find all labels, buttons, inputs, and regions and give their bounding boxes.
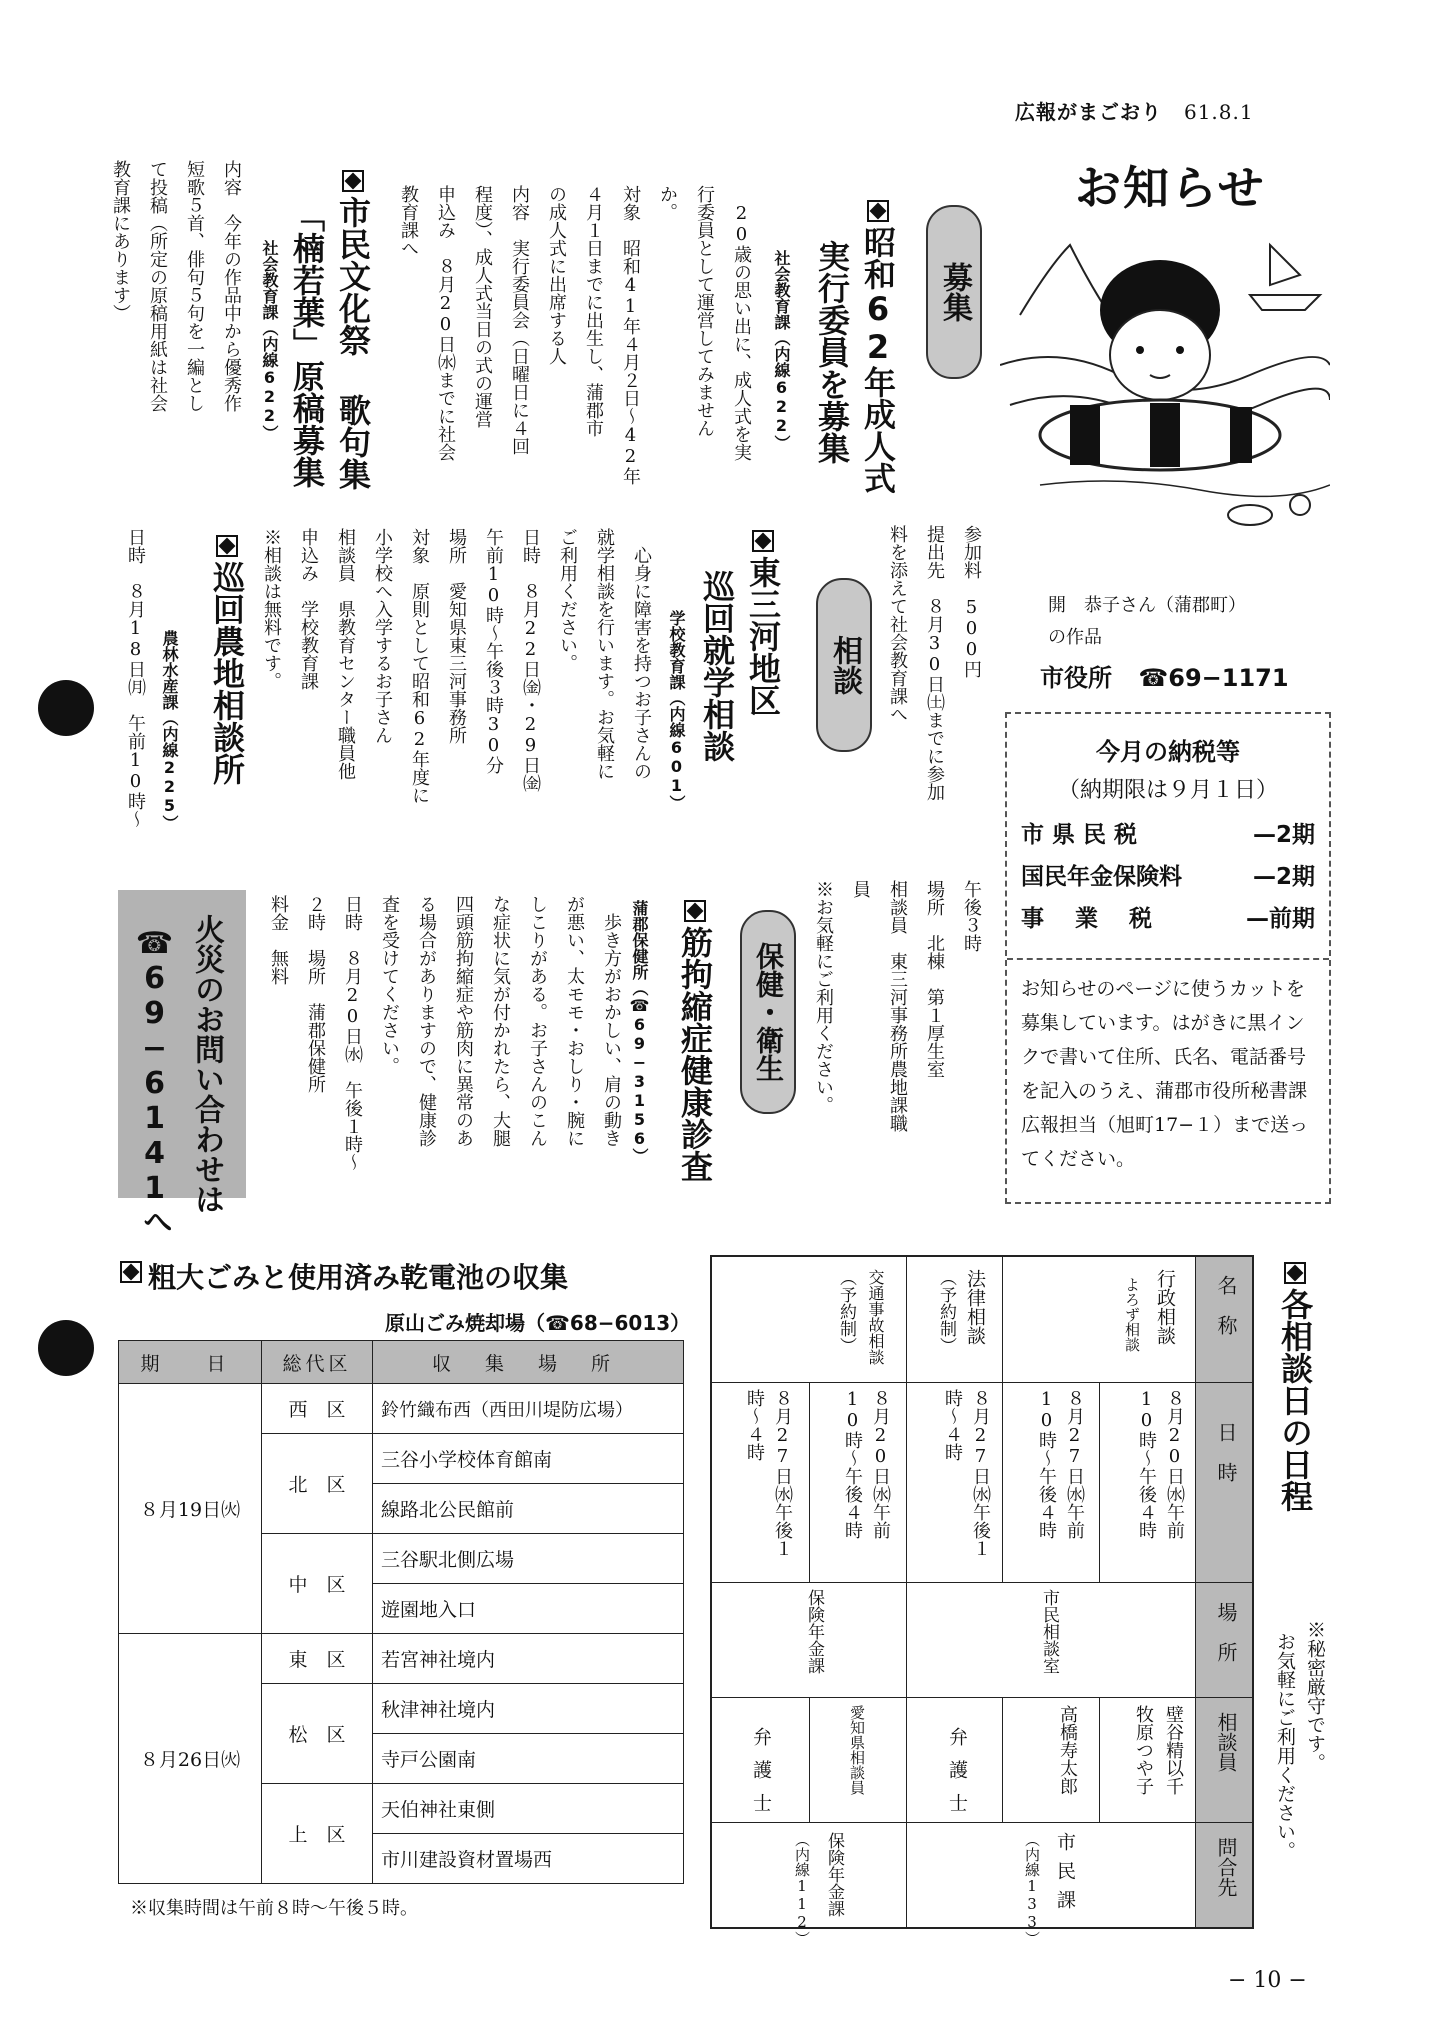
- seijin-dept: 社会教育課（内線622）: [772, 250, 791, 451]
- gomi-district: 上 区: [262, 1784, 373, 1884]
- office-phone: ☎69−1171: [1138, 664, 1289, 692]
- gomi-place: 鈴竹織布西（西田川堤防広場）: [373, 1384, 684, 1434]
- consult-staff: 高橋寿太郎: [1057, 1705, 1078, 1795]
- office-label: 市役所: [1040, 664, 1112, 692]
- gomi-date: ８月19日㈫: [119, 1384, 262, 1634]
- gomi-note: ※収集時間は午前８時〜午後５時。: [130, 1898, 418, 1919]
- bunka-title-line2: 「楠若葉」原稿募集: [288, 200, 326, 488]
- fire-phone: ☎69−6141へ: [137, 926, 172, 1236]
- kinkou-title: 筋拘縮症健康診査: [672, 900, 718, 1182]
- consult-place: 市民相談室: [1039, 1589, 1059, 1674]
- bunka-continued: 参加料 500円 提出先 ８月30日㈯までに参加 料を添えて社会教育課へ: [887, 525, 982, 801]
- gomi-place: 天伯神社東側: [373, 1784, 684, 1834]
- header-place: 場 所: [1214, 1602, 1238, 1662]
- consult-staff: 弁護士: [946, 1727, 968, 1826]
- notice-title: お知らせ: [1075, 161, 1266, 215]
- nouchi-continued: 午後３時 場所 北棟 第１厚生室 相談員 東三河事務所農地課職 員 ※お気軽にご利用ください。: [813, 880, 982, 1132]
- bunka-body: 内容 今年の作品中から優秀作 短歌５首、俳句５句を一編とし て投稿（所定の原稿用紙は社会 教育課にあります）: [110, 160, 242, 412]
- consult-name-sub: よろず相談: [1123, 1277, 1141, 1352]
- illustration-credit: [1048, 590, 1246, 654]
- seijin-title-line2: 実行委員を募集: [813, 240, 851, 464]
- consult-place: 保険年金課: [804, 1589, 824, 1674]
- syugaku-title-line2: 巡回就学相談: [698, 570, 736, 762]
- fire-inquiry-box: [118, 890, 246, 1236]
- consult-name: 交通事故相談: [866, 1269, 885, 1365]
- diamond-bullet-icon: [867, 200, 889, 222]
- header-staff: 相談員: [1214, 1712, 1238, 1772]
- gomi-district: 西 区: [262, 1384, 373, 1434]
- nouchi-title: 巡回農地相談所: [204, 535, 250, 785]
- diamond-bullet-icon: [752, 530, 774, 552]
- kinkou-body: 歩き方がおかしい、肩の動き が悪い、太モモ・おしり・腕に しこりがある。お子さんのこん な症状に気が付かれたら、大腿 四頭筋拘縮症や筋肉に異常のあ る場合がありますので、健康診 査を受けてください。 日時 ８月20日㈬ 午後１時〜 ２時 場所 蒲郡保健所 料金 無料: [268, 895, 622, 1171]
- gomi-district: 北 区: [262, 1434, 373, 1534]
- soudanbi-note1: ※秘密厳守です。: [1304, 1620, 1326, 1772]
- seijin-body: 20歳の思い出に、成人式を実 行委員として運営してみません か。 対象 昭和41年４月２日〜42年 ４月１日までに出生し、蒲郡市 の成人式に出席する人 内容 実行委員会（日曜日に４回 程度）、成人式当日の式の運営 申込み ８月20日㈬までに社会 教育課へ: [398, 185, 752, 485]
- consult-datetime: ８月20日㈬午前10時〜午後４時: [842, 1389, 891, 1539]
- tax-list: [1021, 814, 1315, 940]
- bunka-title-line1: 市民文化祭 歌句集: [330, 170, 376, 490]
- consult-datetime: ８月27日㈬午前10時〜午後４時: [1036, 1389, 1085, 1539]
- cut-recruit-text: お知らせのページに使うカットを募集しています。はがきに黒インクで書いて住所、氏名、電話番号を記入のうえ、蒲郡市役所秘書課広報担当（旭町17−１）まで送ってください。: [1007, 958, 1329, 1176]
- diamond-bullet-icon: [1284, 1262, 1306, 1284]
- gomi-place: 遊園地入口: [373, 1584, 684, 1634]
- tax-deadline: （納期限は９月１日）: [1057, 778, 1278, 803]
- diamond-bullet-icon: [342, 170, 364, 192]
- tax-row: 国民年金保険料 —2期: [1021, 864, 1315, 890]
- consult-name-sub: （予約制）: [836, 1269, 856, 1354]
- gomi-place: 秋津神社境内: [373, 1684, 684, 1734]
- consult-staff: 壁谷精以千 牧原つや子: [1133, 1705, 1184, 1795]
- consult-name: 行政相談: [1154, 1269, 1176, 1345]
- page-number: − 10 −: [1228, 1968, 1307, 1993]
- publication-name: 広報がまごおり: [1015, 100, 1162, 124]
- soudanbi-header-col: [1195, 1257, 1252, 1927]
- diamond-bullet-icon: [216, 535, 238, 557]
- gomi-place: 若宮神社境内: [373, 1634, 684, 1684]
- syugaku-title-line1: 東三河地区: [740, 530, 786, 716]
- soudanbi-table: [710, 1255, 1254, 1946]
- tax-box: [1005, 712, 1331, 1204]
- credit-name: 開 恭子さん（蒲郡町）: [1048, 595, 1246, 616]
- kinkou-dept: 蒲郡保健所（☎69−3156）: [630, 900, 649, 1164]
- nouchi-dept: 農林水産課（内線225）: [160, 630, 179, 831]
- gomi-header-date: 期 日: [119, 1341, 262, 1384]
- consult-contact: （内線112）: [793, 1832, 811, 1946]
- section-badge-bosyu: 募集: [926, 205, 982, 379]
- fire-text: 火災のお問い合わせは: [189, 914, 224, 1214]
- binding-hole: [38, 1320, 94, 1376]
- gomi-sub: 原山ごみ焼却場（☎68−6013）: [385, 1311, 691, 1335]
- consult-staff: 愛知県相談員: [848, 1705, 866, 1795]
- gomi-date: ８月26日㈫: [119, 1634, 262, 1884]
- gomi-place: 市川建設資材置場西: [373, 1834, 684, 1884]
- girl-swimming-illustration: [1000, 225, 1330, 545]
- credit-suffix: の作品: [1048, 627, 1102, 648]
- city-office-phone: [1040, 658, 1289, 693]
- page-header: [1015, 96, 1254, 125]
- gomi-place: 三谷小学校体育館南: [373, 1434, 684, 1484]
- header-name: 名 称: [1214, 1275, 1238, 1335]
- syugaku-dept: 学校教育課（内線601）: [667, 610, 686, 811]
- gomi-district: 松 区: [262, 1684, 373, 1784]
- consult-datetime: ８月27日㈬午後１時〜４時: [942, 1389, 991, 1557]
- syugaku-body: 心身に障害を持つお子さんの 就学相談を行います。お気軽に ご利用ください。 日時 ８月22日㈮・29日㈮ 午前10時〜午後３時30分 場所 愛知県東三河事務所 対象 原則として昭和62年度に 小学校へ入学するお子さん 相談員 県教育センター職員他 申込み 学校教育課 ※相談は無料です。: [261, 528, 652, 804]
- gomi-place: 寺戸公園南: [373, 1734, 684, 1784]
- consult-name-sub: （予約制）: [936, 1269, 956, 1354]
- gomi-header-place: 収 集 場 所: [373, 1341, 684, 1384]
- consult-staff: 弁護士: [750, 1727, 772, 1826]
- soudanbi-title: 各相談日の日程: [1272, 1262, 1318, 1512]
- tax-row: 事 業 税 —前期: [1021, 906, 1315, 932]
- binding-hole: [38, 680, 94, 736]
- seijin-title-line1: 昭和62年成人式: [855, 200, 901, 494]
- gomi-place: 三谷駅北側広場: [373, 1534, 684, 1584]
- gomi-header-district: 総代区: [262, 1341, 373, 1384]
- consult-name: 法律相談: [964, 1269, 986, 1345]
- diamond-bullet-icon: [684, 900, 706, 922]
- nouchi-body: 日時 ８月18日㈪ 午前10時〜: [125, 528, 146, 828]
- gomi-title: 粗大ごみと使用済み乾電池の収集: [120, 1258, 568, 1298]
- header-datetime: 日 時: [1214, 1422, 1238, 1482]
- consult-contact: 市民課: [1054, 1832, 1076, 1919]
- gomi-district: 東 区: [262, 1634, 373, 1684]
- section-badge-soudan: 相談: [816, 578, 872, 752]
- header-contact: 問合先: [1214, 1837, 1238, 1897]
- bunka-dept: 社会教育課（内線622）: [260, 240, 279, 441]
- tax-title: 今月の納税等: [1096, 738, 1240, 766]
- tax-row: 市 県 民 税 —2期: [1021, 822, 1315, 848]
- gomi-table: [118, 1340, 684, 1884]
- consult-datetime: ８月27日㈬午後１時〜４時: [744, 1389, 793, 1557]
- diamond-bullet-icon: [120, 1261, 142, 1283]
- gomi-district: 中 区: [262, 1534, 373, 1634]
- consult-datetime: ８月20日㈬午前10時〜午後４時: [1136, 1389, 1185, 1539]
- gomi-place: 線路北公民館前: [373, 1484, 684, 1534]
- issue-date: 61.8.1: [1183, 100, 1254, 124]
- section-badge-hoken: 保健・衛生: [740, 910, 796, 1114]
- consult-contact: （内線133）: [1023, 1832, 1041, 1946]
- consult-contact: 保険年金課: [824, 1832, 844, 1917]
- soudanbi-note2: お気軽にご利用ください。: [1274, 1632, 1296, 1860]
